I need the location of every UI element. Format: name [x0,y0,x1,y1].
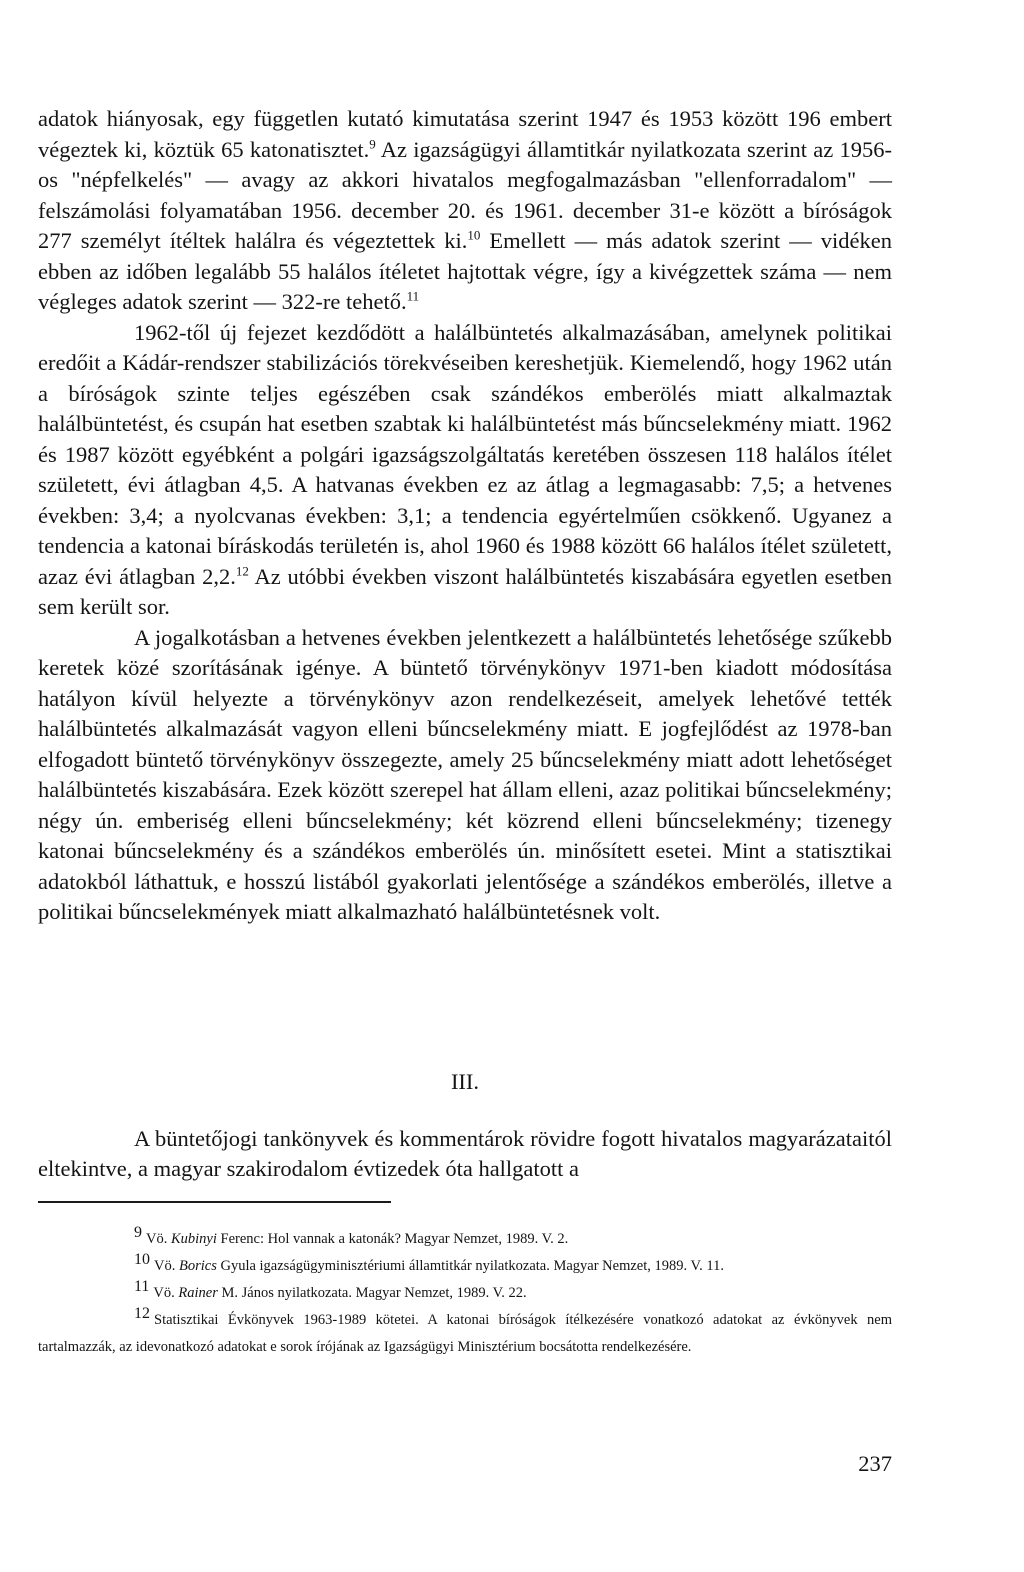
footnote-reference: 12 [235,563,249,578]
footnote: $^9$ Vö. Kubinyi Ferenc: Hol vannak a katonák? Magyar Nemzet, 1989. V. 2. [134,1224,569,1247]
page-number: 237 [858,1451,892,1476]
author-name: Rainer [178,1285,218,1301]
paragraph: 1962-től új fejezet kezdődött a halálbüntetés alkalmazásában, amelynek politikai eredőit a Kádár-rendszer stabilizációs törekvéseiben kereshetjük. Kiemelendő, hogy 1962 után a bíróságok szinte teljes egészében csak szándékos emberölés miatt alkalmaztak halálbüntetést, és csupán hat esetben szabtak ki halálbüntetést más bűncselekmény miatt. 1962 és 1987 között egyébként a polgári igazságszolgáltatás keretében összesen 118 halálos ítélet született, évi átlagban 4,5. A hatvanas években ez az átlag a legmagasabb: 7,5; a hetvenes években: 3,4; a nyolcvanas években: 3,1; a tendencia egyértelműen csökkenő. Ugyanez a tendencia a katonai bíráskodás területén is, ahol 1960 és 1988 között 66 halálos ítélet született, azaz évi átlagban 2,2.12 Az utóbbi években viszont halálbüntetés kiszabására egyetlen esetben sem került sor. [38,319,892,619]
footnote: $^{10}$ Vö. Borics Gyula igazságügyminisztériumi államtitkár nyilatkozata. Magyar Nemzet, 1989. V. 11. [134,1251,724,1274]
footnote-number: 10 [134,1251,150,1268]
footnote-number: 12 [134,1305,150,1322]
paragraph: adatok hiányosak, egy független kutató kimutatása szerint 1947 és 1953 között 196 embert végeztek ki, köztük 65 katonatisztet.$^9$ Az igazságügyi államtitkár nyilatkozata szerint az 1956-os "népfelkelés" — avagy az akkori hivatalos megfogalmazásban "ellenforradalom" — felszámolási folyamatában 1956. december 20. és 1961. december 31-e között a bíróságok 277 személyt ítéltek halálra és végeztettek ki.$^{10}$ Emellett — más adatok szerint — vidéken ebben az időben legalább 55 halálos ítéletet hajtottak végre, így a kivégzettek száma — nem végleges adatok szerint — 322-re tehető.$^{11}$ [38,106,893,314]
paragraph: A büntetőjogi tankönyvek és kommentárok rövidre fogott hivatalos magyarázataitól eltekintve, a magyar szakirodalom évtizedek óta hallgatott a [38,1126,892,1181]
footnote: $^{12}$ Statisztikai Évkönyvek 1963-1989 kötetei. A katonai bíróságok ítélkezésére vonatkozó adatokat az évkönyvek nem tartalmazzák, az idevonatkozó adatokat e sorok írójának az Igazságügyi Minisztérium bocsátotta rendelkezésére. [38,1305,892,1355]
footnotes [38,1226,892,1361]
footnote-divider [38,1201,391,1203]
footnote-reference: 10 [467,227,481,243]
footnote-number: 9 [134,1224,142,1241]
section-text [38,1124,892,1184]
footnote-number: 11 [134,1278,150,1295]
footnote: $^{11}$ Vö. Rainer M. János nyilatkozata. Magyar Nemzet, 1989. V. 22. [134,1278,527,1301]
footnote-reference: 11 [406,288,420,304]
author-name: Borics [178,1258,217,1274]
footnote-reference: 9 [369,136,376,151]
section-heading: III. [450,1069,480,1094]
paragraph: A jogalkotásban a hetvenes években jelentkezett a halálbüntetés lehetősége szűkebb keretek közé szorításának igénye. A büntető törvénykönyv 1971-ben kiadott módosítása hatályon kívül helyezte a törvénykönyv azon rendelkezéseit, amelyek lehetővé tették halálbüntetés alkalmazását vagyon elleni bűncselekmény miatt. E jogfejlődést az 1978-ban elfogadott büntető törvénykönyv összegezte, amely 25 bűncselekmény miatt adott lehetőséget halálbüntetés kiszabására. Ezek között szerepel hat állam elleni, azaz politikai bűncselekmény; négy ún. emberiség elleni bűncselekmény; két közrend elleni bűncselekmény; tizenegy katonai bűncselekmény és a szándékos emberölés ún. minősített esetei. Mint a statisztikai adatokból láthattuk, e hosszú listából gyakorlati jelentősége a szándékos emberölés, illetve a politikai bűncselekmények miatt alkalmazható halálbüntetésnek volt. [38,624,892,924]
body-text [38,104,892,928]
author-name: Kubinyi [170,1231,217,1247]
